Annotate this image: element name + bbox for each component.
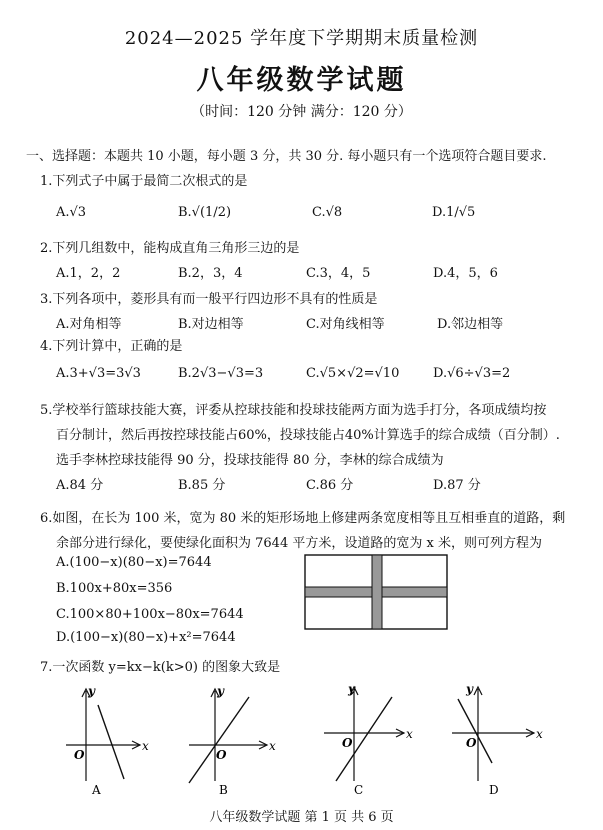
question-1-stem: 1.下列式子中属于最简二次根式的是 [40, 174, 248, 189]
graph-a-x-label: x [142, 739, 149, 753]
exam-name: 2024—2025 学年度下学期期末质量检测 [124, 28, 479, 49]
graph-b-origin: O [216, 748, 227, 762]
q5-option-c: C.86 分 [306, 478, 354, 493]
q4-option-b: B.2√3−√3=3 [178, 366, 264, 381]
q4-option-c: C.√5×√2=√10 [306, 366, 400, 381]
graph-d-x-label: x [536, 727, 543, 741]
q6-option-c: C.100×80+100x−80x=7644 [56, 607, 244, 622]
q6-option-a: A.(100−x)(80−x)=7644 [56, 555, 212, 570]
exam-meta: （时间：120 分钟 满分：120 分） [191, 104, 412, 120]
graph-a-origin: O [74, 748, 85, 762]
question-6-line-1: 6.如图，在长为 100 米，宽为 80 米的矩形场地上修建两条宽度相等且互相垂直的道路，剩 [40, 511, 566, 526]
question-5-line-2: 百分制计，然后再按控球技能占60%，投球技能占40%计算选手的综合成绩（百分制）. [56, 428, 560, 443]
question-2-stem: 2.下列几组数中，能构成直角三角形三边的是 [40, 241, 300, 256]
q1-option-a-label: A.√3 [56, 205, 87, 220]
graph-c-label: C [354, 783, 364, 795]
graph-a-y-label: y [88, 684, 95, 698]
q2-option-c: C.3，4，5 [306, 266, 371, 281]
q3-option-a: A.对角相等 [56, 317, 122, 332]
graph-d-label: D [489, 783, 499, 795]
q5-option-a: A.84 分 [56, 478, 104, 493]
graph-d-origin: O [466, 736, 477, 750]
q1-option-c-label: C.√8 [312, 205, 343, 220]
q1-option-d [432, 205, 475, 220]
q3-option-d: D.邻边相等 [437, 317, 504, 332]
section-heading: 一、选择题：本题共 10 小题，每小题 3 分，共 30 分. 每小题只有一个选项符合题目要求. [26, 149, 547, 164]
q4-option-d: D.√6÷√3=2 [433, 366, 511, 381]
q3-option-c: C.对角线相等 [306, 317, 385, 332]
graph-b-y-label: y [217, 684, 224, 698]
question-3-stem: 3.下列各项中，菱形具有而一般平行四边形不具有的性质是 [40, 292, 378, 307]
graph-d-y-label: y [466, 683, 473, 696]
question-4-stem: 4.下列计算中，正确的是 [40, 339, 183, 354]
q1-option-d-label: D.1/√5 [432, 205, 476, 220]
graph-c-y-label: y [348, 683, 355, 696]
q7-graph-a [60, 683, 160, 795]
q2-option-a: A.1，2，2 [56, 266, 121, 281]
graph-c-x-label: x [406, 727, 413, 741]
q1-option-b [178, 205, 231, 220]
q7-graph-b [185, 683, 285, 795]
graph-b-x-label: x [269, 739, 276, 753]
q2-option-d: D.4，5，6 [433, 266, 498, 281]
q7-graph-d [448, 683, 552, 795]
q5-option-d: D.87 分 [433, 478, 481, 493]
q7-graph-c [318, 683, 418, 795]
q1-option-c [312, 205, 342, 220]
q5-option-b: B.85 分 [178, 478, 226, 493]
q1-option-b-label: B.√(1/2) [178, 205, 232, 220]
q1-option-a [56, 205, 86, 220]
question-6-line-2: 余部分进行绿化，要使绿化面积为 7644 平方米，设道路的宽为 x 米，则可列方程为 [56, 536, 542, 551]
question-5-line-3: 选手李林控球技能得 90 分，投球技能得 80 分，李林的综合成绩为 [56, 453, 444, 468]
q3-option-b: B.对边相等 [178, 317, 244, 332]
q2-option-b: B.2，3，4 [178, 266, 243, 281]
q6-option-b: B.100x+80x=356 [56, 581, 173, 596]
graph-c-origin: O [342, 736, 353, 750]
question-5-line-1: 5.学校举行篮球技能大赛，评委从控球技能和投球技能两方面为选手打分，各项成绩均按 [40, 403, 547, 418]
page-title: 八年级数学试题 [196, 65, 407, 96]
graph-a-label: A [92, 783, 101, 795]
q4-option-a: A.3+√3=3√3 [56, 366, 141, 381]
q6-field-figure [304, 554, 448, 630]
question-7-stem: 7.一次函数 y=kx−k(k>0) 的图象大致是 [40, 660, 281, 675]
page-footer: 八年级数学试题 第 1 页 共 6 页 [209, 810, 394, 825]
graph-b-label: B [219, 783, 228, 795]
q6-option-d: D.(100−x)(80−x)+x²=7644 [56, 630, 236, 645]
